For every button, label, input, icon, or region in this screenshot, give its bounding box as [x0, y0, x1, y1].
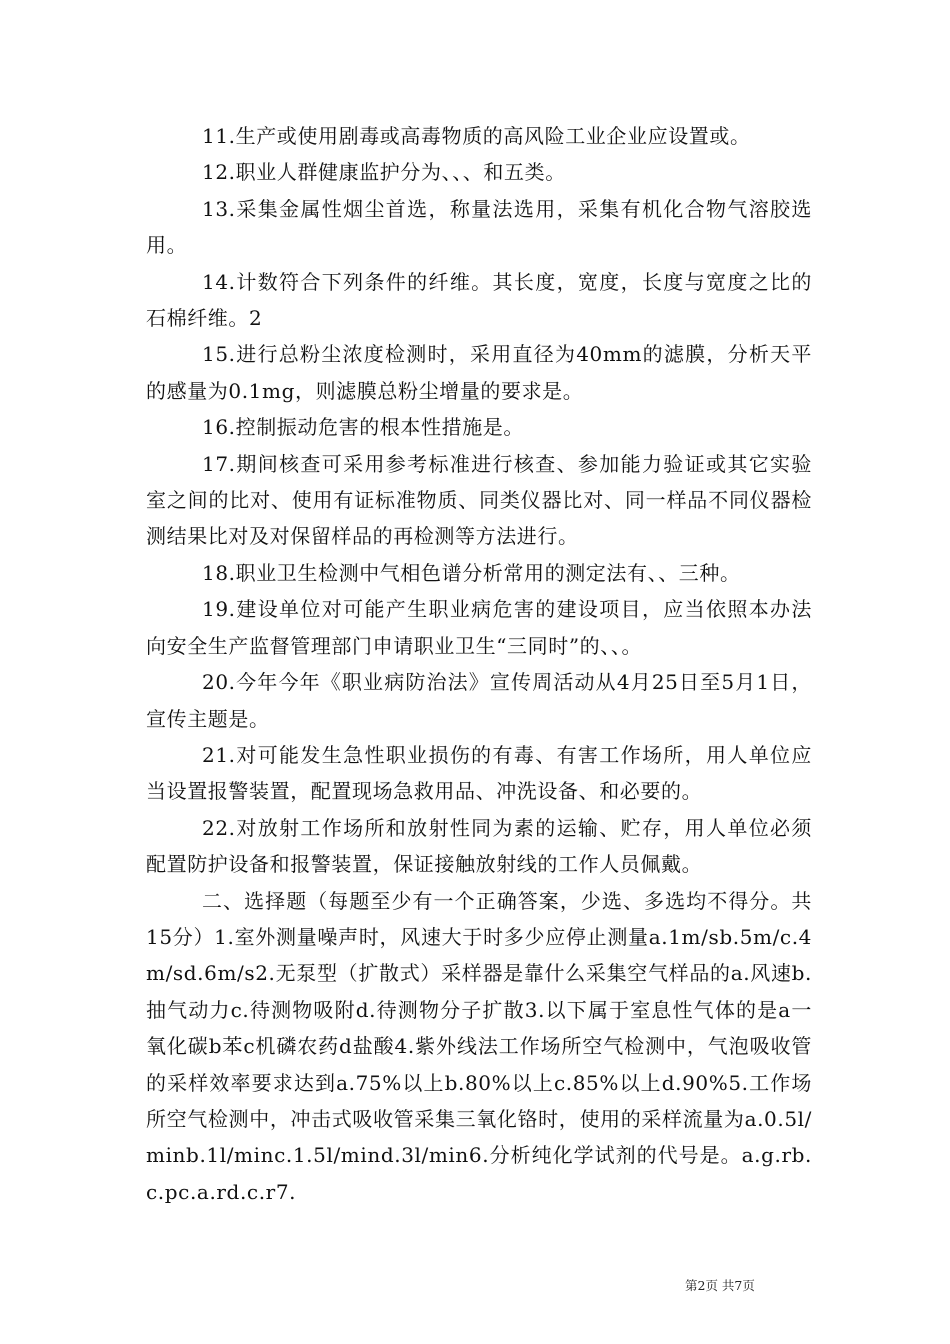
- paragraph-14: 14.计数符合下列条件的纤维。其长度，宽度，长度与宽度之比的石棉纤维。2: [146, 269, 812, 331]
- paragraph-15: 15.进行总粉尘浓度检测时，采用直径为40mm的滤膜，分析天平的感量为0.1mg，则滤膜总粉尘增量的要求是。: [146, 342, 812, 403]
- paragraph-18: 18.职业卫生检测中气相色谱分析常用的测定法有、、三种。: [202, 560, 741, 585]
- paragraph-13: 13.采集金属性烟尘首选，称量法选用，采集有机化合物气溶胶选用。: [146, 196, 812, 258]
- paragraph-21: 21.对可能发生急性职业损伤的有毒、有害工作场所，用人单位应当设置报警装置，配置现场急救用品、冲洗设备、和必要的。: [146, 742, 812, 804]
- paragraph-19: 19.建设单位对可能产生职业病危害的建设项目，应当依照本办法向安全生产监督管理部门申请职业卫生“三同时”的、、。: [146, 597, 812, 658]
- section-multiple-choice: 二、选择题（每题至少有一个正确答案，少选、多选均不得分。共15分）1.室外测量噪声时，风速大于时多少应停止测量a.1m/sb.5m/c.4m/sd.6m/s2.无泵型（扩散式）采样器是靠什么采集空气样品的a.风速b.抽气动力c.待测物吸附d.待测物分子扩散3.以下属于室息性气体的是a一氧化碳b苯c机磷农药d盐酸4.紫外线法工作场所空气检测中，气泡吸收管的采样效率要求达到a.75%以上b.80%以上c.85%以上d.90%5.工作场所空气检测中，冲击式吸收管采集三氧化铬时，使用的采样流量为a.0.5l/minb.1l/minc.1.5l/mind.3l/min6.分析纯化学试剂的代号是。a.g.rb.c.pc.a.rd.c.r7.: [146, 888, 812, 1204]
- paragraph-12: 12.职业人群健康监护分为、、、和五类。: [202, 160, 566, 185]
- page-number-footer: 第2页 共7页: [685, 1278, 755, 1293]
- document-body: [146, 118, 812, 1210]
- paragraph-17: 17.期间核查可采用参考标准进行核查、参加能力验证或其它实验室之间的比对、使用有证标准物质、同类仪器比对、同一样品不同仪器检测结果比对及对保留样品的再检测等方法进行。: [146, 451, 812, 549]
- paragraph-11: 11.生产或使用剧毒或高毒物质的高风险工业企业应设置或。: [202, 124, 751, 148]
- paragraph-16: 16.控制振动危害的根本性措施是。: [202, 415, 525, 440]
- paragraph-20: 20.今年今年《职业病防治法》宣传周活动从4月25日至5月1日，宣传主题是。: [146, 670, 812, 731]
- paragraph-22: 22.对放射工作场所和放射性同为素的运输、贮存，用人单位必须配置防护设备和报警装置，保证接触放射线的工作人员佩戴。: [146, 815, 812, 877]
